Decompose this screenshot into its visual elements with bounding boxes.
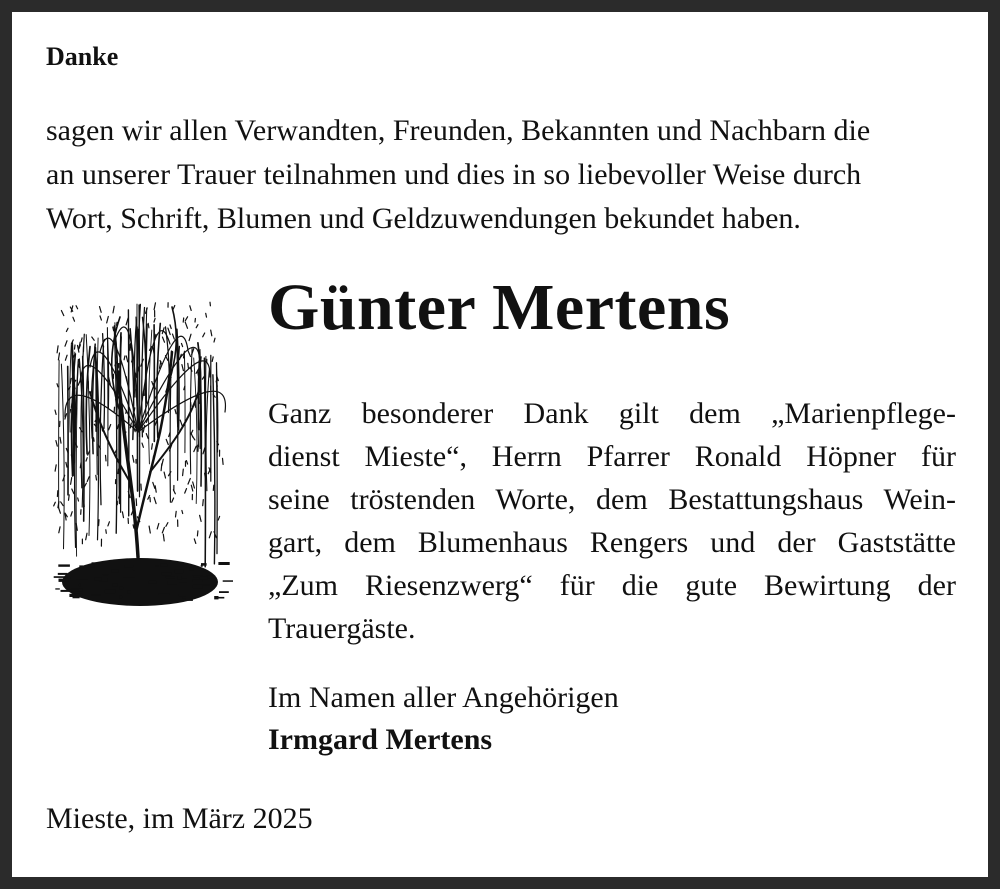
thanks-line: seine tröstenden Worte, dem Bestattungshaus Wein- [268, 483, 956, 516]
thanks-line: „Zum Riesenzwerg“ für die gute Bewirtung der [268, 569, 956, 602]
intro-line: Wort, Schrift, Blumen und Geldzuwendungen bekundet haben. [46, 202, 801, 235]
deceased-name: Günter Mertens [268, 271, 731, 344]
thanks-paragraph [268, 392, 956, 650]
intro-line: an unserer Trauer teilnahmen und dies in so liebevoller Weise durch [46, 158, 862, 191]
signer-name: Irmgard Mertens [268, 723, 493, 756]
thanks-line: Trauergäste. [268, 612, 416, 645]
weeping-willow-icon [40, 282, 236, 622]
thanks-line: gart, dem Blumenhaus Rengers und der Gaststätte [268, 526, 956, 559]
intro-paragraph [46, 109, 960, 241]
obituary-card [12, 12, 988, 877]
signoff [268, 677, 619, 761]
signoff-label: Im Namen aller Angehörigen [268, 681, 619, 714]
intro-line: sagen wir allen Verwandten, Freunden, Bekannten und Nachbarn die [46, 114, 871, 147]
thanks-line: dienst Mieste“, Herrn Pfarrer Ronald Höpner für [268, 440, 956, 473]
place-date: Mieste, im März 2025 [46, 802, 313, 835]
thanks-line: Ganz besonderer Dank gilt dem „Marienpflege- [268, 397, 956, 430]
heading: Danke [46, 42, 119, 71]
